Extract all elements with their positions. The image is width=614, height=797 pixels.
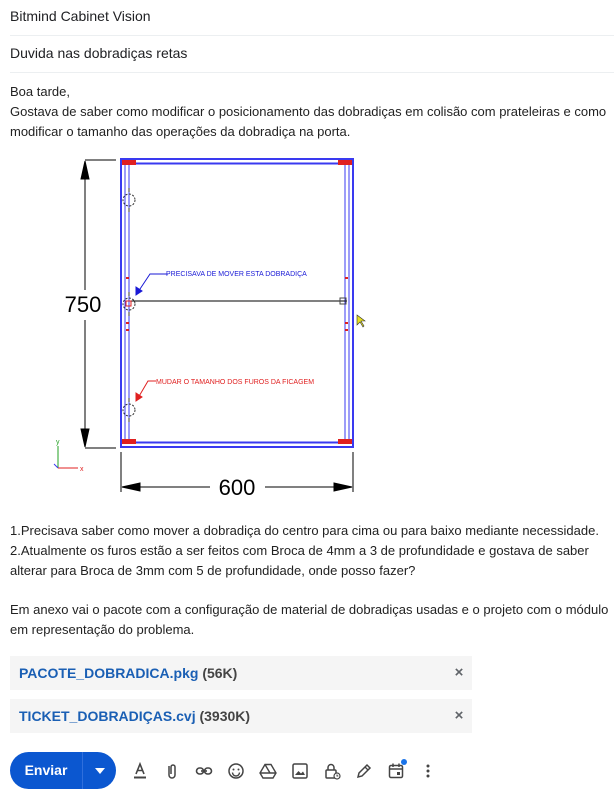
remove-attachment-icon[interactable]: ×	[454, 707, 464, 724]
axis-y-label: y	[56, 439, 60, 446]
subject-text: Duvida nas dobradiças retas	[10, 45, 188, 61]
axis-gizmo	[54, 446, 78, 468]
width-label: 600	[218, 475, 256, 500]
intro-paragraph: Gostava de saber como modificar o posicionamento das dobradiças em colisão com prateleiras e como modificar o tamanho das operações da dobradiça na porta.	[10, 104, 607, 139]
attachment-size: (3930K)	[199, 708, 251, 724]
to-field[interactable]	[10, 0, 614, 36]
emoji-icon[interactable]	[220, 757, 252, 785]
send-options-button[interactable]	[83, 752, 116, 789]
cabinet-drawing	[50, 152, 370, 504]
question-2: 2.Atualmente os furos estão a ser feitos com Broca de 4mm a 3 de profundidade e gostava de saber alterar para Broca de 3mm com 5 de profundidade, onde posso fazer?	[10, 543, 589, 578]
remove-attachment-icon[interactable]: ×	[454, 664, 464, 681]
attachment-size: (56K)	[202, 665, 238, 681]
compose-toolbar	[124, 757, 444, 785]
closing-paragraph: Em anexo vai o pacote com a configuração de material de dobradiças usadas e o projeto com o módulo em representação do problema.	[10, 602, 609, 637]
insert-photo-icon[interactable]	[284, 757, 316, 785]
greeting-text: Boa tarde,	[10, 84, 70, 99]
annotation-move-text: PRECISAVA DE MOVER ESTA DOBRADIÇA	[166, 271, 307, 278]
cabinet-frame	[121, 159, 353, 447]
more-options-icon[interactable]	[412, 757, 444, 785]
annotation-resize-arrow	[136, 381, 156, 401]
question-1: 1.Precisava saber como mover a dobradiça do centro para cima ou para baixo mediante necessidade.	[10, 523, 599, 538]
send-button[interactable]: Enviar	[10, 752, 83, 789]
notification-dot	[401, 759, 407, 765]
chevron-down-icon	[95, 768, 105, 774]
side-ticks	[126, 278, 348, 330]
axis-x-label: x	[80, 466, 84, 473]
send-button-group	[10, 752, 116, 789]
height-label: 750	[64, 292, 102, 317]
recipient-label: Bitmind Cabinet Vision	[10, 8, 151, 24]
cursor-icon	[357, 315, 365, 327]
drive-icon[interactable]	[252, 757, 284, 785]
attachment-chip[interactable]	[10, 656, 472, 690]
attachment-chip[interactable]	[10, 699, 472, 733]
confidential-mode-icon[interactable]	[316, 757, 348, 785]
annotation-move-arrow	[136, 274, 168, 295]
signature-icon[interactable]	[348, 757, 380, 785]
format-text-icon[interactable]	[124, 757, 156, 785]
subject-field[interactable]	[10, 37, 614, 73]
insert-link-icon[interactable]	[188, 757, 220, 785]
annotation-resize-text: MUDAR O TAMANHO DOS FUROS DA FICAGEM	[156, 379, 315, 386]
corner-blocks	[122, 160, 352, 444]
attachment-name[interactable]: PACOTE_DOBRADICA.pkg	[19, 665, 199, 681]
attach-file-icon[interactable]	[156, 757, 188, 785]
schedule-send-icon[interactable]	[380, 757, 412, 785]
attachment-name[interactable]: TICKET_DOBRADIÇAS.cvj	[19, 708, 196, 724]
